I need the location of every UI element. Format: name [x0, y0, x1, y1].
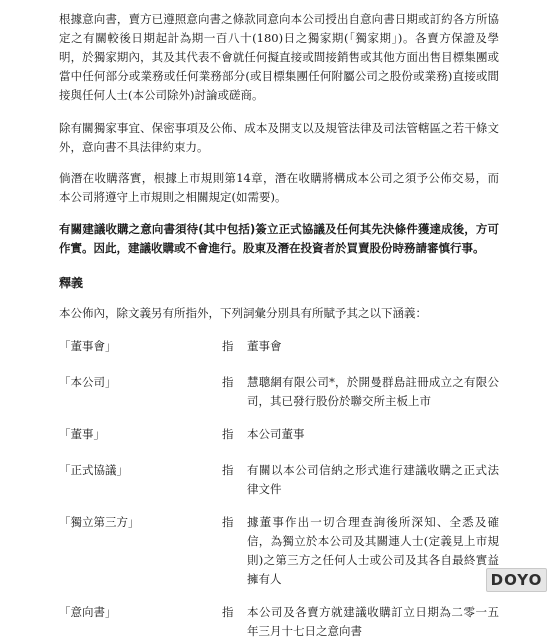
definition-row-letter-of-intent	[59, 603, 499, 641]
definition-term: 「本公司」	[59, 375, 117, 389]
definition-term: 「董事會」	[59, 339, 117, 353]
paragraph-exclusivity: 根據意向書，賣方已遵照意向書之條款同意向本公司授出自意向書日期或訂約各方所協定之有關較後日期起計為期一百八十(180)日之獨家期(「獨家期」)。各賣方保證及學明，於獨家期內，其及其代表不會就任何擬直接或間接銷售或其他方面出售目標集團或當中任何部分或業務或任何業務部分(或目標集團任何附屬公司之股份或業務)直接或間接與任何人士(本公司除外)討論或磋商。	[59, 12, 499, 102]
definition-means-marker: 指	[222, 427, 234, 441]
paragraph-warning: 有關建議收購之意向書須待(其中包括)簽立正式協議及任何其先決條件獲達成後，方可作實。因此，建議收購或不會進行。股東及潛在投資者於買賣股份時務請審慎行事。	[59, 222, 499, 255]
definition-means-marker: 指	[222, 339, 234, 353]
definition-means-marker: 指	[222, 463, 234, 477]
definition-term: 「意向書」	[59, 605, 117, 619]
definition-row-company	[59, 373, 499, 411]
section-heading-definitions: 釋義	[59, 276, 84, 290]
definition-meaning: 董事會	[247, 339, 282, 353]
definition-means-marker: 指	[222, 515, 234, 529]
definition-term: 「正式協議」	[59, 463, 128, 477]
definition-means-marker: 指	[222, 605, 234, 619]
definition-meaning: 據董事作出一切合理查詢後所深知、全悉及確信，為獨立於本公司及其關連人士(定義見上市規則)之第三方之任何人士或公司及其各自最終實益擁有人	[247, 515, 499, 586]
definition-meaning: 本公司董事	[247, 427, 305, 441]
definition-row-directors	[59, 425, 499, 444]
doyo-watermark-logo: DOYO	[486, 568, 547, 592]
definition-row-independent-third-party	[59, 513, 499, 589]
document-page	[59, 10, 499, 641]
definition-means-marker: 指	[222, 375, 234, 389]
definition-row-formal-agreement	[59, 461, 499, 499]
definition-meaning: 本公司及各賣方就建議收購訂立日期為二零一五年三月十七日之意向書	[247, 605, 499, 638]
definition-meaning: 有關以本公司信納之形式進行建議收購之正式法律文件	[247, 463, 499, 496]
definitions-table	[59, 337, 499, 641]
definition-meaning: 慧聰網有限公司*，於開曼群島註冊成立之有限公司，其已發行股份於聯交所主板上市	[247, 375, 499, 408]
definition-term: 「獨立第三方」	[59, 515, 140, 529]
paragraph-non-binding: 除有關獨家事宜、保密事項及公佈、成本及開支以及規管法律及司法管轄區之若干條文外，意向書不具法律約束力。	[59, 121, 499, 154]
definitions-intro: 本公佈內，除文義另有所指外，下列詞彙分別具有所賦予其之以下涵義：	[59, 306, 427, 320]
definition-term: 「董事」	[59, 427, 105, 441]
definition-row-board	[59, 337, 499, 356]
paragraph-listing-rules: 倘潛在收購落實，根據上市規則第14章，潛在收購將構成本公司之須予公佈交易，而本公司將遵守上市規則之相關規定(如需要)。	[59, 171, 499, 204]
